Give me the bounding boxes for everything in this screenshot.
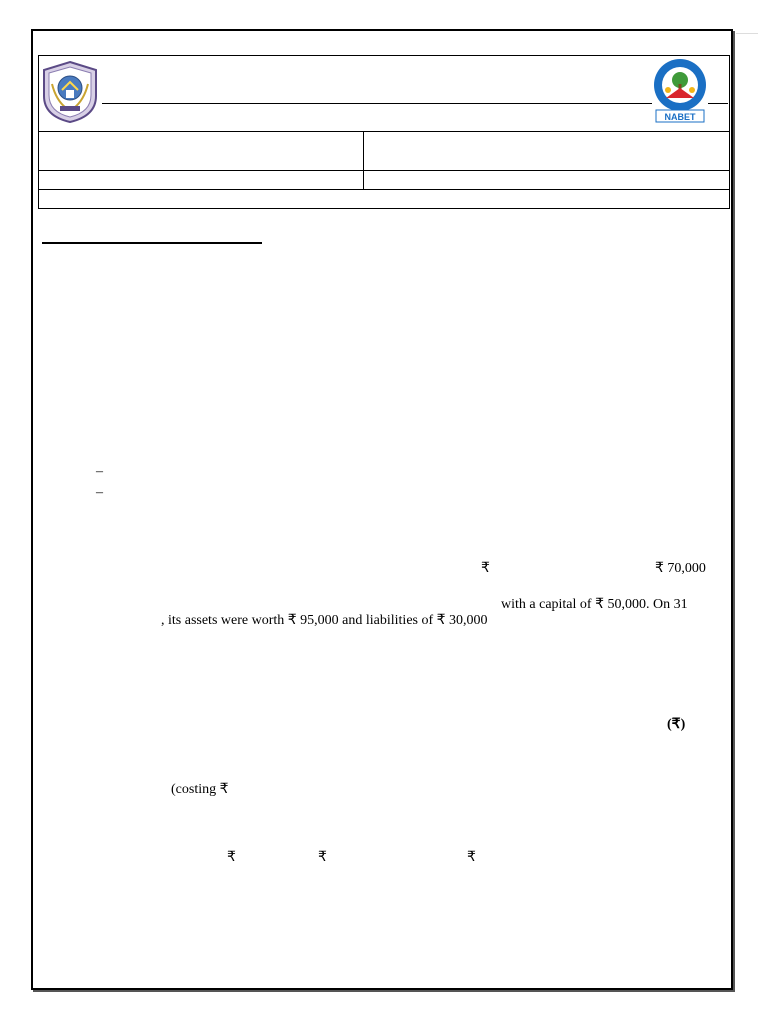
info-cell-2 — [364, 132, 730, 171]
info-cell-1 — [39, 132, 364, 171]
amount-70000: ₹ 70,000 — [655, 561, 706, 576]
currency-header: (₹) — [667, 717, 686, 732]
nabet-logo — [650, 58, 710, 124]
info-table — [38, 131, 730, 209]
header-rule-right — [708, 103, 728, 104]
nabet-banner-text: NABET — [664, 112, 696, 122]
rupee-symbol-b2: ₹ — [318, 850, 327, 865]
assets-liabilities-text: , its assets were worth ₹ 95,000 and liabilities of ₹ 30,000 — [161, 613, 488, 628]
page-edge — [736, 33, 758, 34]
list-dash-1: – — [96, 464, 103, 479]
rupee-symbol-a: ₹ — [481, 561, 490, 576]
info-cell-4 — [364, 171, 730, 190]
school-crest-logo — [40, 60, 100, 124]
header-box — [38, 55, 730, 132]
capital-text: with a capital of ₹ 50,000. On 31 — [501, 597, 688, 612]
list-dash-2: – — [96, 485, 103, 500]
info-cell-5 — [39, 190, 730, 209]
heading-underline — [42, 242, 262, 244]
info-cell-3 — [39, 171, 364, 190]
rupee-symbol-b3: ₹ — [467, 850, 476, 865]
costing-text: (costing ₹ — [171, 782, 229, 797]
header-rule-left — [102, 103, 652, 104]
rupee-symbol-b1: ₹ — [227, 850, 236, 865]
